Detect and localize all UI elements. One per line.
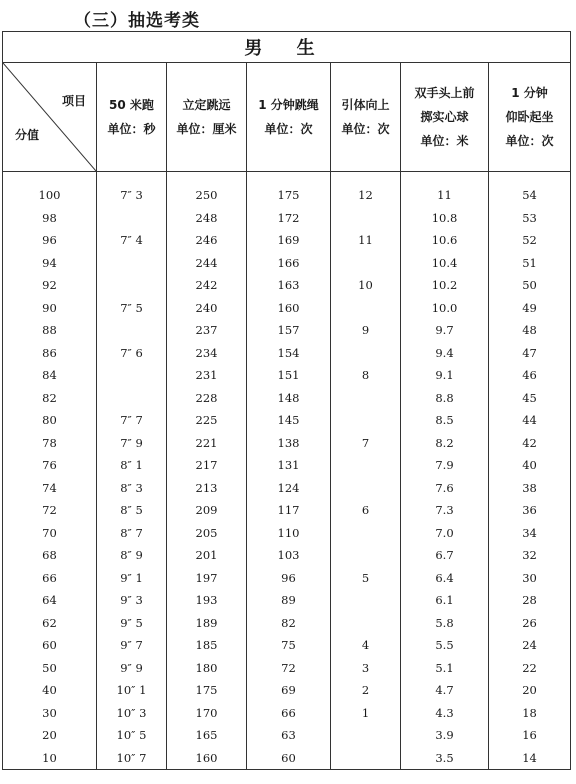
cell-50m-run: 8″ 5 [97,499,167,522]
cell-standing-long-jump: 197 [167,567,247,590]
cell-score: 80 [3,409,97,432]
cell-medicine-ball: 5.5 [401,634,489,657]
cell-medicine-ball: 3.9 [401,724,489,747]
cell-medicine-ball: 10.0 [401,297,489,320]
cell-standing-long-jump: 209 [167,499,247,522]
cell-standing-long-jump: 201 [167,544,247,567]
cell-score: 94 [3,252,97,275]
diagonal-line [3,63,96,171]
cell-sit-ups: 47 [489,342,571,365]
cell-score: 90 [3,297,97,320]
cell-pull-ups: 12 [331,184,401,207]
cell-score: 78 [3,432,97,455]
table-row [3,589,571,612]
cell-50m-run: 9″ 1 [97,567,167,590]
col-header-unit: 单位：秒 [107,122,156,136]
cell-sit-ups: 22 [489,657,571,680]
cell-score: 20 [3,724,97,747]
cell-pull-ups [331,207,401,230]
cell-jump-rope: 96 [247,567,331,590]
cell-jump-rope: 160 [247,297,331,320]
cell-sit-ups: 54 [489,184,571,207]
cell-score: 98 [3,207,97,230]
cell-jump-rope: 131 [247,454,331,477]
cell-sit-ups: 50 [489,274,571,297]
cell-standing-long-jump: 228 [167,387,247,410]
cell-standing-long-jump: 248 [167,207,247,230]
table-row [3,207,571,230]
table-row [3,432,571,455]
table-row [3,522,571,545]
cell-medicine-ball: 3.5 [401,747,489,770]
table-row [3,724,571,747]
cell-pull-ups [331,454,401,477]
cell-standing-long-jump: 217 [167,454,247,477]
cell-50m-run: 10″ 1 [97,679,167,702]
cell-score: 66 [3,567,97,590]
cell-standing-long-jump: 205 [167,522,247,545]
cell-pull-ups [331,297,401,320]
cell-score: 74 [3,477,97,500]
cell-standing-long-jump: 180 [167,657,247,680]
cell-standing-long-jump: 193 [167,589,247,612]
col-header-unit: 单位：厘米 [176,122,237,136]
cell-jump-rope: 172 [247,207,331,230]
cell-jump-rope: 82 [247,612,331,635]
cell-score: 96 [3,229,97,252]
cell-medicine-ball: 8.8 [401,387,489,410]
cell-pull-ups: 6 [331,499,401,522]
cell-sit-ups: 26 [489,612,571,635]
table-row [3,342,571,365]
col-header-unit: 单位：米 [420,134,469,148]
cell-standing-long-jump: 246 [167,229,247,252]
cell-pull-ups [331,544,401,567]
corner-header-cell [3,63,97,172]
cell-jump-rope: 66 [247,702,331,725]
col-header-label: 双手头上前 [414,86,475,100]
cell-medicine-ball: 4.7 [401,679,489,702]
table-row [3,702,571,725]
cell-50m-run [97,364,167,387]
table-row [3,657,571,680]
table-row [3,387,571,410]
cell-sit-ups: 28 [489,589,571,612]
cell-sit-ups: 34 [489,522,571,545]
cell-standing-long-jump: 185 [167,634,247,657]
cell-standing-long-jump: 240 [167,297,247,320]
cell-pull-ups: 2 [331,679,401,702]
cell-50m-run: 9″ 3 [97,589,167,612]
table-body [3,184,571,770]
spacer [3,172,571,185]
cell-jump-rope: 72 [247,657,331,680]
cell-score: 68 [3,544,97,567]
cell-50m-run: 8″ 9 [97,544,167,567]
cell-score: 64 [3,589,97,612]
cell-50m-run [97,387,167,410]
cell-medicine-ball: 6.1 [401,589,489,612]
cell-50m-run: 9″ 5 [97,612,167,635]
cell-sit-ups: 49 [489,297,571,320]
col-header-label: 1 分钟跳绳 [258,98,319,112]
cell-jump-rope: 148 [247,387,331,410]
cell-50m-run: 9″ 7 [97,634,167,657]
col-header-medicine-ball [401,63,489,172]
table-row [3,544,571,567]
cell-sit-ups: 53 [489,207,571,230]
cell-pull-ups: 11 [331,229,401,252]
cell-score: 72 [3,499,97,522]
cell-50m-run: 8″ 1 [97,454,167,477]
cell-medicine-ball: 10.8 [401,207,489,230]
cell-jump-rope: 138 [247,432,331,455]
cell-pull-ups: 1 [331,702,401,725]
cell-medicine-ball: 7.3 [401,499,489,522]
cell-medicine-ball: 7.6 [401,477,489,500]
cell-sit-ups: 44 [489,409,571,432]
cell-pull-ups: 10 [331,274,401,297]
cell-50m-run: 8″ 3 [97,477,167,500]
cell-medicine-ball: 9.1 [401,364,489,387]
cell-50m-run: 9″ 9 [97,657,167,680]
cell-sit-ups: 14 [489,747,571,770]
col-header-label: 引体向上 [341,98,390,112]
cell-pull-ups: 7 [331,432,401,455]
cell-pull-ups [331,724,401,747]
cell-jump-rope: 117 [247,499,331,522]
table-row [3,612,571,635]
col-header-pull-ups [331,63,401,172]
cell-50m-run [97,274,167,297]
col-header-unit: 单位：次 [341,122,390,136]
cell-pull-ups [331,387,401,410]
cell-pull-ups [331,409,401,432]
header-row [3,63,571,172]
cell-medicine-ball: 11 [401,184,489,207]
cell-standing-long-jump: 221 [167,432,247,455]
cell-pull-ups: 8 [331,364,401,387]
col-header-label: 立定跳远 [182,98,231,112]
cell-score: 10 [3,747,97,770]
cell-50m-run: 7″ 6 [97,342,167,365]
cell-score: 84 [3,364,97,387]
cell-jump-rope: 175 [247,184,331,207]
cell-50m-run [97,207,167,230]
score-table [2,31,571,770]
cell-50m-run: 10″ 5 [97,724,167,747]
table-row [3,252,571,275]
cell-standing-long-jump: 175 [167,679,247,702]
cell-jump-rope: 163 [247,274,331,297]
cell-standing-long-jump: 165 [167,724,247,747]
cell-50m-run: 10″ 7 [97,747,167,770]
cell-standing-long-jump: 189 [167,612,247,635]
cell-sit-ups: 40 [489,454,571,477]
cell-jump-rope: 124 [247,477,331,500]
table-row [3,747,571,770]
table-title: 男 生 [3,32,571,63]
cell-sit-ups: 45 [489,387,571,410]
cell-standing-long-jump: 160 [167,747,247,770]
cell-pull-ups [331,477,401,500]
cell-sit-ups: 24 [489,634,571,657]
cell-pull-ups: 3 [331,657,401,680]
cell-score: 62 [3,612,97,635]
cell-medicine-ball: 8.5 [401,409,489,432]
cell-jump-rope: 75 [247,634,331,657]
cell-medicine-ball: 6.4 [401,567,489,590]
score-table-container [2,31,570,770]
corner-item-label: 项目 [61,94,86,108]
cell-standing-long-jump: 225 [167,409,247,432]
cell-medicine-ball: 5.8 [401,612,489,635]
cell-50m-run: 10″ 3 [97,702,167,725]
cell-sit-ups: 48 [489,319,571,342]
cell-score: 60 [3,634,97,657]
col-header-sit-ups [489,63,571,172]
cell-50m-run: 7″ 4 [97,229,167,252]
col-header-unit: 单位：次 [264,122,313,136]
table-row [3,364,571,387]
table-row [3,477,571,500]
cell-pull-ups [331,612,401,635]
cell-sit-ups: 20 [489,679,571,702]
cell-medicine-ball: 7.0 [401,522,489,545]
cell-score: 86 [3,342,97,365]
cell-50m-run [97,252,167,275]
cell-jump-rope: 103 [247,544,331,567]
cell-score: 50 [3,657,97,680]
cell-jump-rope: 154 [247,342,331,365]
cell-50m-run: 7″ 3 [97,184,167,207]
cell-standing-long-jump: 244 [167,252,247,275]
cell-sit-ups: 16 [489,724,571,747]
cell-pull-ups: 4 [331,634,401,657]
cell-pull-ups: 9 [331,319,401,342]
cell-standing-long-jump: 170 [167,702,247,725]
table-row [3,409,571,432]
cell-50m-run: 8″ 7 [97,522,167,545]
cell-pull-ups [331,252,401,275]
table-row [3,567,571,590]
cell-sit-ups: 30 [489,567,571,590]
cell-sit-ups: 36 [489,499,571,522]
cell-medicine-ball: 8.2 [401,432,489,455]
cell-score: 30 [3,702,97,725]
cell-score: 88 [3,319,97,342]
cell-standing-long-jump: 250 [167,184,247,207]
cell-sit-ups: 52 [489,229,571,252]
cell-score: 92 [3,274,97,297]
cell-jump-rope: 110 [247,522,331,545]
cell-standing-long-jump: 213 [167,477,247,500]
table-row [3,634,571,657]
cell-medicine-ball: 10.6 [401,229,489,252]
cell-jump-rope: 169 [247,229,331,252]
cell-pull-ups [331,342,401,365]
cell-score: 40 [3,679,97,702]
cell-standing-long-jump: 237 [167,319,247,342]
cell-score: 82 [3,387,97,410]
cell-medicine-ball: 9.4 [401,342,489,365]
table-row [3,454,571,477]
cell-medicine-ball: 4.3 [401,702,489,725]
cell-50m-run [97,319,167,342]
cell-sit-ups: 38 [489,477,571,500]
cell-medicine-ball: 9.7 [401,319,489,342]
section-heading: （三）抽选考类 [74,11,200,31]
cell-jump-rope: 89 [247,589,331,612]
corner-score-label: 分值 [15,128,40,142]
cell-50m-run: 7″ 5 [97,297,167,320]
cell-sit-ups: 18 [489,702,571,725]
cell-pull-ups [331,747,401,770]
col-header-jump-rope [247,63,331,172]
cell-jump-rope: 63 [247,724,331,747]
cell-medicine-ball: 5.1 [401,657,489,680]
table-row [3,679,571,702]
cell-score: 76 [3,454,97,477]
table-row [3,319,571,342]
cell-jump-rope: 69 [247,679,331,702]
table-row [3,499,571,522]
col-header-label-2: 仰卧起坐 [505,110,554,124]
cell-pull-ups [331,522,401,545]
col-header-unit: 单位：次 [505,134,554,148]
col-header-50m-run [97,63,167,172]
cell-standing-long-jump: 231 [167,364,247,387]
cell-medicine-ball: 7.9 [401,454,489,477]
cell-50m-run: 7″ 7 [97,409,167,432]
cell-medicine-ball: 10.4 [401,252,489,275]
cell-sit-ups: 42 [489,432,571,455]
cell-medicine-ball: 6.7 [401,544,489,567]
cell-jump-rope: 60 [247,747,331,770]
cell-medicine-ball: 10.2 [401,274,489,297]
cell-sit-ups: 51 [489,252,571,275]
cell-sit-ups: 46 [489,364,571,387]
cell-score: 70 [3,522,97,545]
cell-standing-long-jump: 242 [167,274,247,297]
table-row [3,184,571,207]
cell-pull-ups: 5 [331,567,401,590]
cell-jump-rope: 145 [247,409,331,432]
table-row [3,274,571,297]
cell-jump-rope: 166 [247,252,331,275]
cell-pull-ups [331,589,401,612]
cell-jump-rope: 151 [247,364,331,387]
cell-standing-long-jump: 234 [167,342,247,365]
cell-score: 100 [3,184,97,207]
cell-50m-run: 7″ 9 [97,432,167,455]
table-row [3,297,571,320]
col-header-label-2: 掷实心球 [420,110,469,124]
col-header-label: 50 米跑 [109,98,154,112]
table-row [3,229,571,252]
cell-jump-rope: 157 [247,319,331,342]
col-header-standing-long-jump [167,63,247,172]
cell-sit-ups: 32 [489,544,571,567]
col-header-label: 1 分钟 [511,86,548,100]
